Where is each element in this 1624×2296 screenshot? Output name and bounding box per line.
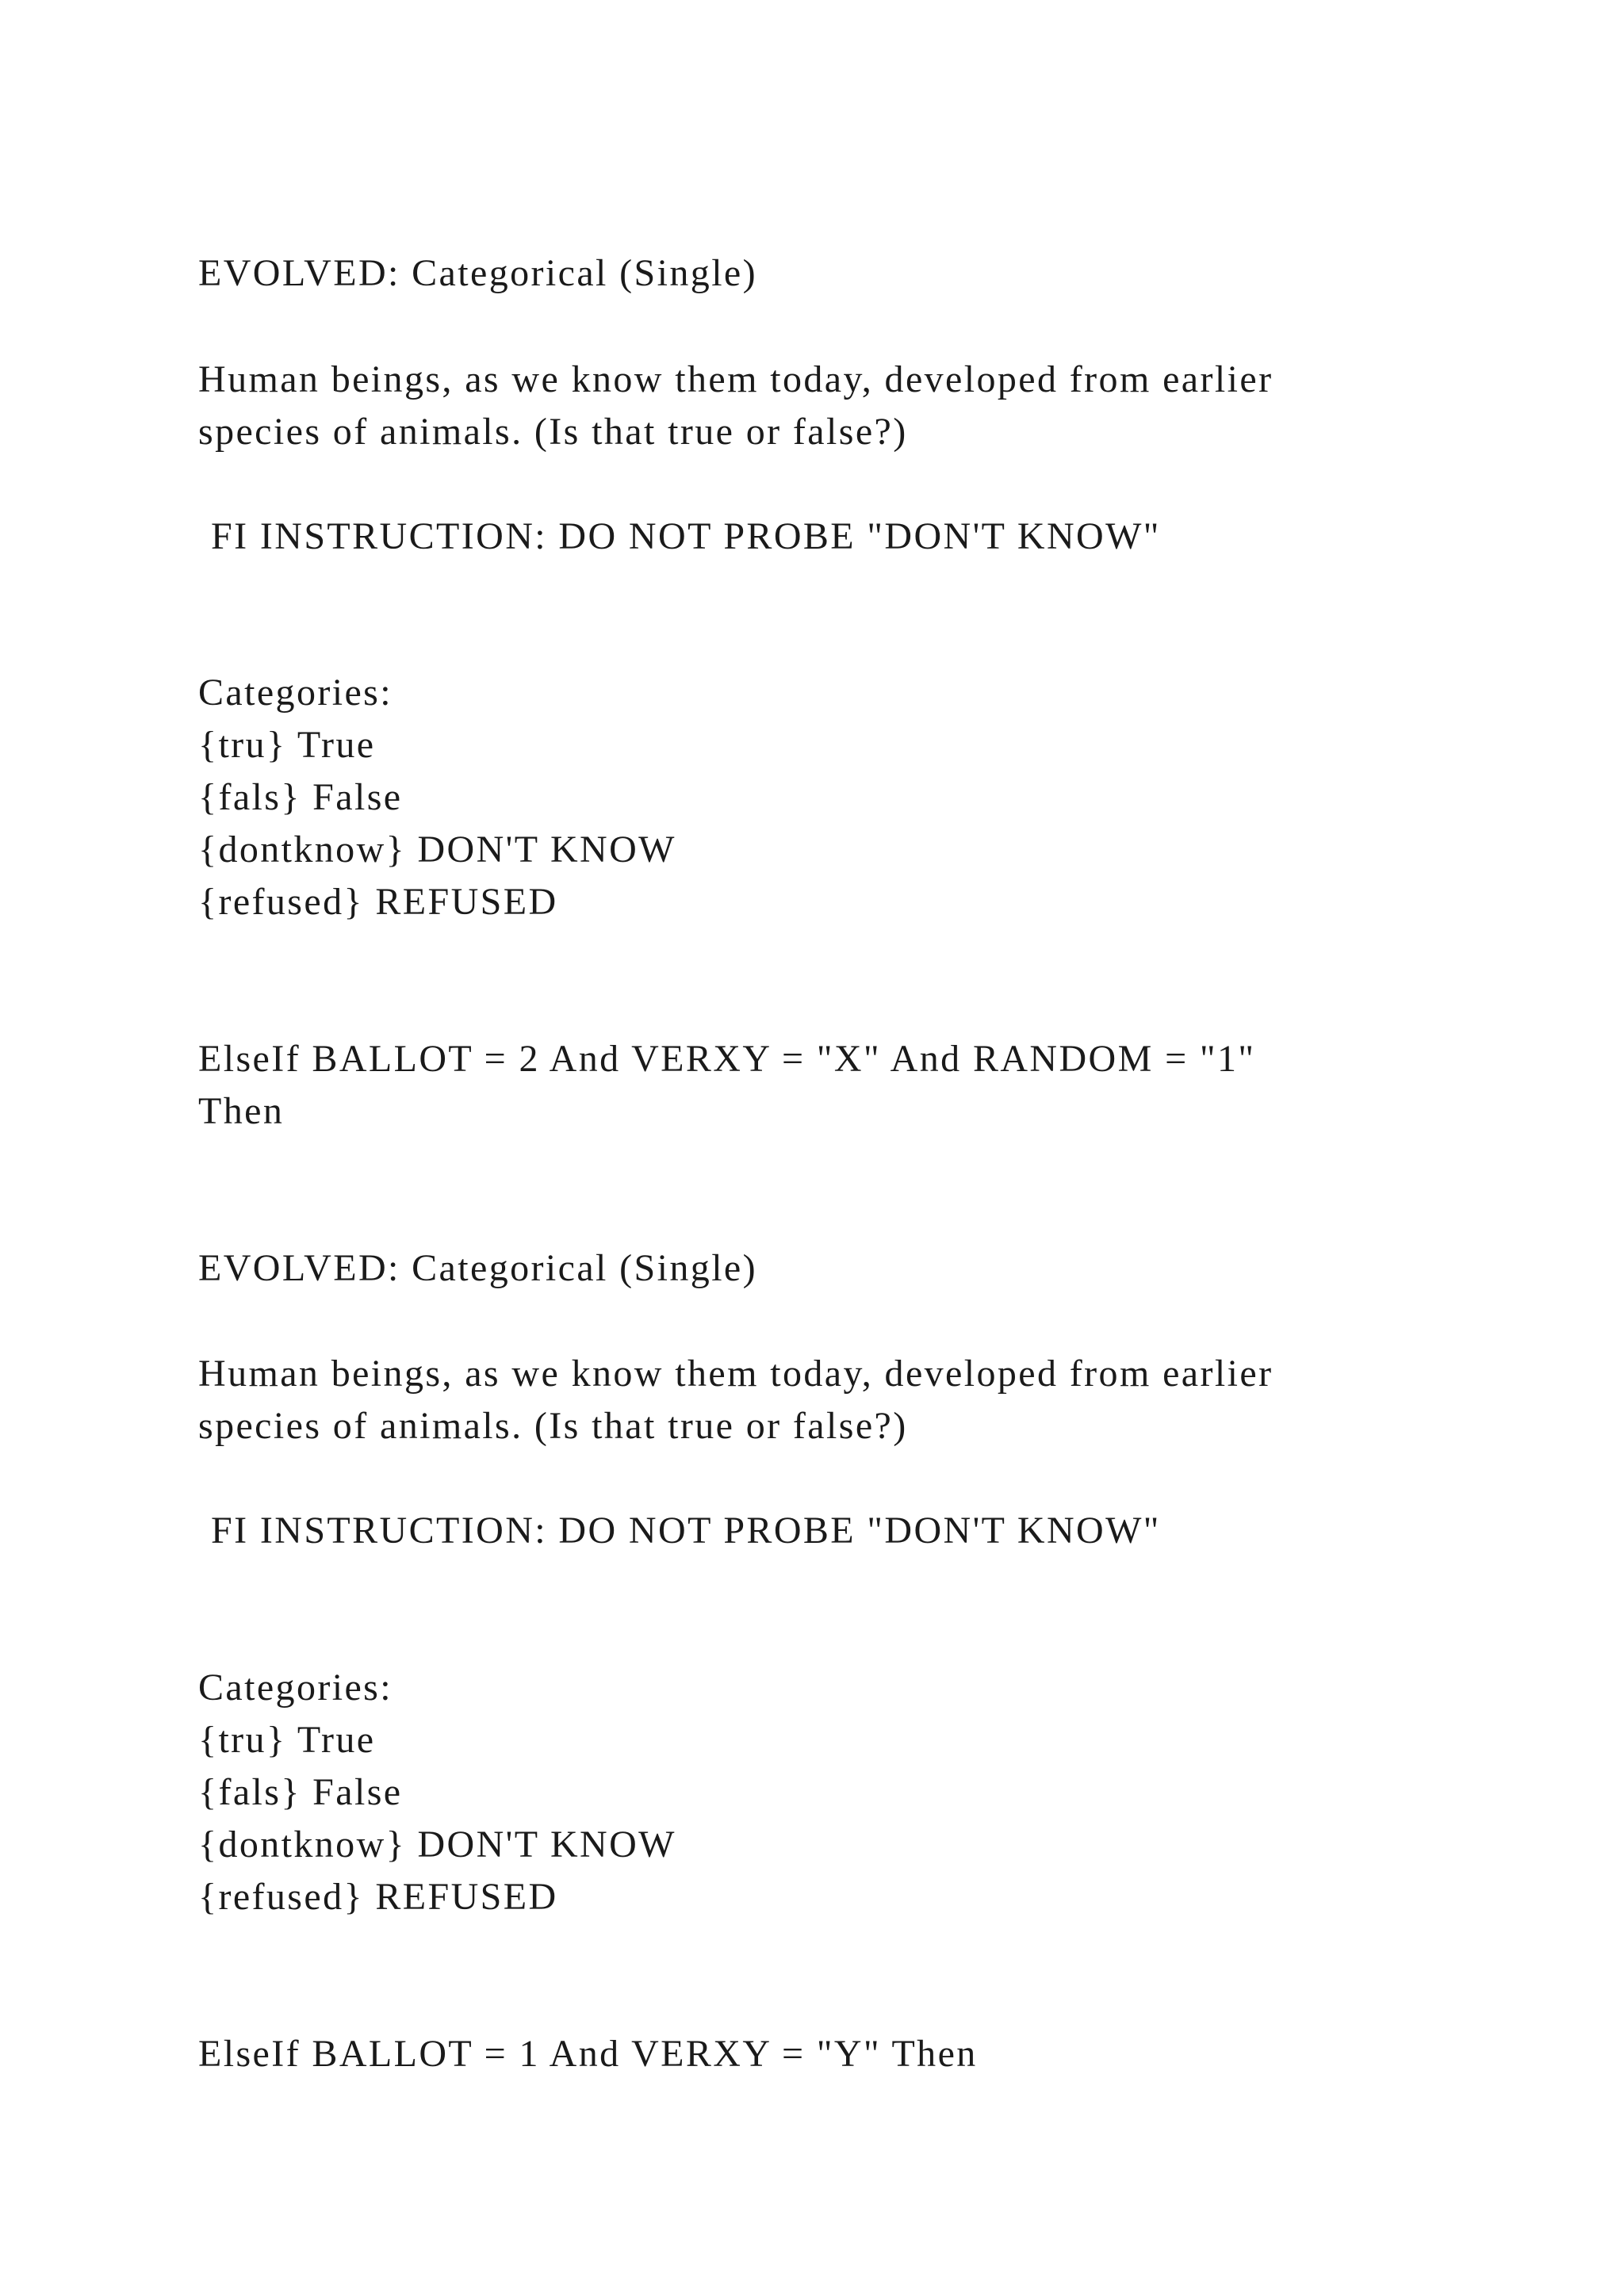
category-item: {tru} True: [198, 1719, 376, 1761]
question-text-line: species of animals. (Is that true or false?): [198, 411, 908, 453]
interviewer-instruction: FI INSTRUCTION: DO NOT PROBE "DON'T KNOW": [211, 1510, 1161, 1552]
category-item: {fals} False: [198, 1771, 403, 1813]
category-item: {refused} REFUSED: [198, 881, 558, 923]
category-item: {fals} False: [198, 776, 403, 818]
category-item: {tru} True: [198, 724, 376, 766]
category-item: {dontknow} DON'T KNOW: [198, 1823, 676, 1866]
question-text-line: species of animals. (Is that true or false?): [198, 1405, 908, 1447]
question-heading: EVOLVED: Categorical (Single): [198, 1247, 758, 1289]
categories-label: Categories:: [198, 1667, 393, 1709]
condition-line: Then: [198, 1090, 285, 1132]
category-item: {refused} REFUSED: [198, 1876, 558, 1918]
category-item: {dontknow} DON'T KNOW: [198, 828, 676, 871]
question-heading: EVOLVED: Categorical (Single): [198, 252, 758, 294]
interviewer-instruction: FI INSTRUCTION: DO NOT PROBE "DON'T KNOW": [211, 515, 1161, 557]
question-text-line: Human beings, as we know them today, developed from earlier: [198, 1353, 1274, 1395]
question-text-line: Human beings, as we know them today, developed from earlier: [198, 358, 1274, 400]
condition-line: ElseIf BALLOT = 2 And VERXY = "X" And RANDOM = "1": [198, 1038, 1256, 1080]
condition-line: ElseIf BALLOT = 1 And VERXY = "Y" Then: [198, 2033, 978, 2075]
categories-label: Categories:: [198, 672, 393, 714]
